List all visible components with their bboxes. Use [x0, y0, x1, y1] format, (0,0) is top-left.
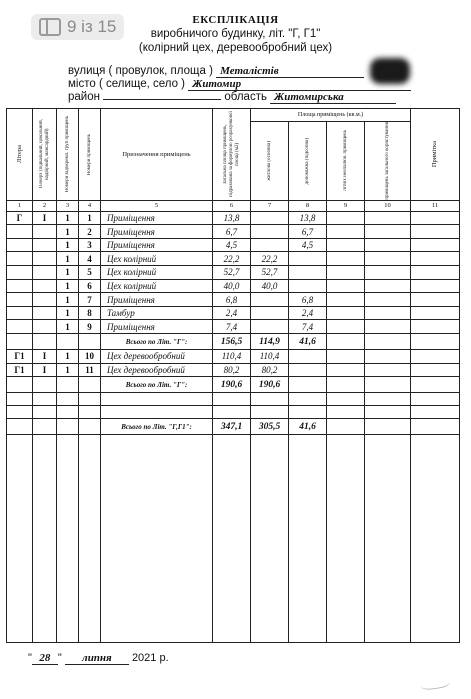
subtotal-row	[7, 419, 460, 435]
cell-empty	[57, 419, 79, 435]
cell-empty	[365, 266, 411, 280]
header-litera: Літера	[7, 109, 33, 201]
document-header	[0, 14, 471, 54]
cell-room: 4	[79, 252, 101, 266]
cell-main	[251, 320, 289, 334]
cell-room: 2	[79, 225, 101, 239]
subtotal-main: 190,6	[251, 377, 289, 393]
cell-floor: I	[33, 363, 57, 377]
cell-empty	[327, 238, 365, 252]
cell-litera	[7, 279, 33, 293]
header-area-group: Площа приміщень (кв.м.)	[251, 109, 411, 122]
cell-empty	[411, 334, 460, 350]
cell-aux: 4,5	[289, 238, 327, 252]
subtotal-label: Всього по Літ. "Г":	[101, 377, 213, 393]
cell-empty	[251, 435, 289, 643]
cell-empty	[33, 377, 57, 393]
header-floor: Поверх (підвальний, цокольний, надвірний, мансардний)	[33, 109, 57, 201]
cell-floor	[33, 306, 57, 320]
cell-room: 9	[79, 320, 101, 334]
cell-empty	[33, 435, 57, 643]
cell-empty	[79, 393, 101, 406]
date-line: " 28 " липня 2021 р.	[28, 652, 169, 664]
subtotal-total: 156,5	[213, 334, 251, 350]
cell-total: 52,7	[213, 266, 251, 280]
cell-empty	[57, 334, 79, 350]
subtotal-row	[7, 334, 460, 350]
cell-empty	[7, 435, 33, 643]
cell-empty	[411, 225, 460, 239]
header-living: житлова (основна)	[251, 122, 289, 201]
column-numbers-row	[7, 200, 460, 211]
cell-floor	[33, 225, 57, 239]
cell-floor: I	[33, 211, 57, 225]
cell-empty	[411, 435, 460, 643]
cell-empty	[327, 279, 365, 293]
cell-aux	[289, 363, 327, 377]
subtotal-label: Всього по Літ. "Г,Г1":	[101, 419, 213, 435]
document-subtitle: виробничого будинку, літ. "Г, Г1"	[150, 28, 321, 40]
table-row	[7, 306, 460, 320]
cell-aux: 6,8	[289, 293, 327, 307]
cell-room: 1	[79, 211, 101, 225]
signature-mark	[419, 674, 451, 691]
cell-purpose: Приміщення	[101, 238, 213, 252]
blank-row	[7, 435, 460, 643]
cell-empty	[327, 266, 365, 280]
cell-empty	[411, 238, 460, 252]
page-indicator-text: 9 із 15	[67, 17, 117, 36]
subtotal-total: 190,6	[213, 377, 251, 393]
district-label: район	[68, 91, 100, 103]
cell-purpose: Цех колірний	[101, 279, 213, 293]
cell-empty	[79, 419, 101, 435]
cell-empty	[327, 363, 365, 377]
subtotal-main: 114,9	[251, 334, 289, 350]
cell-litera	[7, 320, 33, 334]
cell-main: 110,4	[251, 350, 289, 364]
cell-empty	[7, 377, 33, 393]
cell-empty	[327, 377, 365, 393]
cell-empty	[327, 293, 365, 307]
cell-empty	[365, 225, 411, 239]
cell-floor	[33, 266, 57, 280]
cell-empty	[327, 393, 365, 406]
cell-empty	[411, 393, 460, 406]
column-number: 3	[57, 200, 79, 211]
cell-empty	[327, 320, 365, 334]
cell-main: 52,7	[251, 266, 289, 280]
cell-group: 1	[57, 225, 79, 239]
cell-floor: I	[33, 350, 57, 364]
cell-empty	[365, 419, 411, 435]
header-auxiliary: допоміжна (підсобна)	[289, 122, 327, 201]
cell-empty	[365, 238, 411, 252]
cell-empty	[365, 293, 411, 307]
cell-group: 1	[57, 363, 79, 377]
cell-empty	[33, 406, 57, 419]
cell-empty	[411, 211, 460, 225]
cell-floor	[33, 320, 57, 334]
region-value: Житомирська	[270, 91, 396, 104]
date-year: 2021 р.	[131, 652, 169, 664]
cell-empty	[327, 225, 365, 239]
table-row	[7, 350, 460, 364]
cell-aux	[289, 266, 327, 280]
cell-empty	[365, 211, 411, 225]
cell-purpose: Цех колірний	[101, 252, 213, 266]
cell-room: 3	[79, 238, 101, 252]
cell-litera	[7, 266, 33, 280]
header-group: Номери відокремл. груп приміщень	[57, 109, 79, 201]
cell-room: 11	[79, 363, 101, 377]
cell-purpose: Тамбур	[101, 306, 213, 320]
cell-group: 1	[57, 306, 79, 320]
cell-litera: Г1	[7, 350, 33, 364]
district-value	[103, 99, 221, 100]
cell-purpose: Приміщення	[101, 320, 213, 334]
date-month: липня	[65, 652, 129, 665]
cell-empty	[251, 393, 289, 406]
cell-empty	[365, 363, 411, 377]
cell-empty	[213, 393, 251, 406]
subtotal-aux: 41,6	[289, 419, 327, 435]
cell-empty	[101, 393, 213, 406]
cell-floor	[33, 252, 57, 266]
cell-main: 80,2	[251, 363, 289, 377]
cell-group: 1	[57, 266, 79, 280]
cell-empty	[33, 334, 57, 350]
cell-room: 7	[79, 293, 101, 307]
cell-purpose: Приміщення	[101, 293, 213, 307]
column-number: 2	[33, 200, 57, 211]
cell-empty	[365, 435, 411, 643]
cell-empty	[289, 393, 327, 406]
cell-empty	[327, 252, 365, 266]
cell-empty	[365, 320, 411, 334]
cell-empty	[33, 419, 57, 435]
street-label: вулиця ( провулок, площа )	[68, 65, 213, 77]
cell-empty	[411, 377, 460, 393]
header-total-area: Загальна площа приміщень, підрахована за формулою розрахункової площі (м2)	[213, 109, 251, 201]
subtotal-total: 347,1	[213, 419, 251, 435]
cell-room: 5	[79, 266, 101, 280]
cell-empty	[289, 435, 327, 643]
cell-empty	[411, 306, 460, 320]
header-note: Примітка	[411, 109, 460, 201]
cell-litera	[7, 238, 33, 252]
cell-empty	[411, 293, 460, 307]
cell-room: 8	[79, 306, 101, 320]
cell-purpose: Цех деревообробний	[101, 363, 213, 377]
blank-row	[7, 406, 460, 419]
street-line	[68, 65, 364, 78]
cell-litera	[7, 293, 33, 307]
cell-empty	[411, 419, 460, 435]
cell-empty	[79, 334, 101, 350]
cell-empty	[327, 406, 365, 419]
district-line	[68, 91, 396, 104]
cell-main	[251, 238, 289, 252]
cell-litera: Г	[7, 211, 33, 225]
explication-table	[6, 108, 460, 643]
column-number: 10	[365, 200, 411, 211]
cell-empty	[101, 406, 213, 419]
cell-purpose: Цех деревообробний	[101, 350, 213, 364]
cell-aux: 2,4	[289, 306, 327, 320]
cell-empty	[365, 334, 411, 350]
cell-floor	[33, 293, 57, 307]
table-row	[7, 211, 460, 225]
document-subtitle-2: (колірний цех, деревообробний цех)	[138, 42, 333, 54]
table-row	[7, 225, 460, 239]
column-number: 1	[7, 200, 33, 211]
city-value: Житомир	[188, 78, 411, 91]
cell-room: 6	[79, 279, 101, 293]
cell-empty	[327, 435, 365, 643]
cell-empty	[365, 279, 411, 293]
table-row	[7, 252, 460, 266]
cell-empty	[327, 334, 365, 350]
cell-empty	[327, 211, 365, 225]
street-value: Металістів	[216, 65, 364, 78]
table-row	[7, 238, 460, 252]
cell-empty	[327, 350, 365, 364]
cell-aux	[289, 350, 327, 364]
cell-litera: Г1	[7, 363, 33, 377]
cell-empty	[57, 393, 79, 406]
cell-empty	[327, 419, 365, 435]
cell-empty	[251, 406, 289, 419]
cell-aux: 7,4	[289, 320, 327, 334]
cell-empty	[411, 252, 460, 266]
table-row	[7, 293, 460, 307]
cell-empty	[365, 306, 411, 320]
cell-empty	[289, 406, 327, 419]
cell-group: 1	[57, 293, 79, 307]
column-number: 11	[411, 200, 460, 211]
column-number: 6	[213, 200, 251, 211]
cell-empty	[7, 393, 33, 406]
cell-empty	[57, 377, 79, 393]
cell-empty	[365, 252, 411, 266]
cell-empty	[101, 435, 213, 643]
cell-empty	[411, 363, 460, 377]
cell-empty	[411, 406, 460, 419]
header-purpose: Призначення приміщень	[101, 109, 213, 201]
cell-total: 110,4	[213, 350, 251, 364]
cell-empty	[79, 406, 101, 419]
header-common: приміщень загального користування	[365, 122, 411, 201]
cell-empty	[79, 377, 101, 393]
cell-empty	[365, 377, 411, 393]
cell-main: 22,2	[251, 252, 289, 266]
cell-main: 40,0	[251, 279, 289, 293]
city-label: місто ( селище, село )	[68, 78, 186, 90]
cell-empty	[365, 406, 411, 419]
cell-empty	[7, 419, 33, 435]
cell-total: 4,5	[213, 238, 251, 252]
city-line	[68, 78, 411, 91]
blank-row	[7, 393, 460, 406]
cell-empty	[213, 406, 251, 419]
column-number: 5	[101, 200, 213, 211]
subtotal-row	[7, 377, 460, 393]
cell-aux	[289, 252, 327, 266]
cell-group: 1	[57, 279, 79, 293]
document-title: ЕКСПЛІКАЦІЯ	[192, 14, 279, 26]
cell-empty	[79, 435, 101, 643]
table-row	[7, 279, 460, 293]
cell-main	[251, 306, 289, 320]
cell-empty	[327, 306, 365, 320]
table-row	[7, 266, 460, 280]
cell-group: 1	[57, 252, 79, 266]
cell-total: 40,0	[213, 279, 251, 293]
cell-total: 6,7	[213, 225, 251, 239]
cell-main	[251, 293, 289, 307]
date-day: 28	[32, 652, 58, 665]
column-number: 7	[251, 200, 289, 211]
cell-floor	[33, 279, 57, 293]
cell-empty	[7, 334, 33, 350]
cell-empty	[411, 320, 460, 334]
cell-empty	[411, 279, 460, 293]
subtotal-main: 305,5	[251, 419, 289, 435]
cell-litera	[7, 306, 33, 320]
cell-aux: 6,7	[289, 225, 327, 239]
subtotal-aux	[289, 377, 327, 393]
header-summer: літніх неопалюв. приміщень	[327, 122, 365, 201]
subtotal-aux: 41,6	[289, 334, 327, 350]
cell-purpose: Цех колірний	[101, 266, 213, 280]
cell-total: 6,8	[213, 293, 251, 307]
cell-main	[251, 225, 289, 239]
column-number: 8	[289, 200, 327, 211]
column-number: 9	[327, 200, 365, 211]
cell-empty	[365, 393, 411, 406]
column-number: 4	[79, 200, 101, 211]
cell-purpose: Приміщення	[101, 211, 213, 225]
cell-empty	[213, 435, 251, 643]
cell-empty	[57, 435, 79, 643]
cell-purpose: Приміщення	[101, 225, 213, 239]
cell-aux	[289, 279, 327, 293]
region-label: область	[224, 91, 267, 103]
cell-empty	[7, 406, 33, 419]
cell-group: 1	[57, 211, 79, 225]
cell-empty	[57, 406, 79, 419]
header-room: Номери приміщень	[79, 109, 101, 201]
cell-total: 2,4	[213, 306, 251, 320]
cell-litera	[7, 252, 33, 266]
cell-litera	[7, 225, 33, 239]
cell-empty	[33, 393, 57, 406]
cell-total: 13,8	[213, 211, 251, 225]
cell-group: 1	[57, 320, 79, 334]
cell-empty	[411, 350, 460, 364]
cell-group: 1	[57, 350, 79, 364]
cell-total: 22,2	[213, 252, 251, 266]
table-row	[7, 363, 460, 377]
cell-main	[251, 211, 289, 225]
cell-room: 10	[79, 350, 101, 364]
cell-empty	[365, 350, 411, 364]
cell-total: 80,2	[213, 363, 251, 377]
cell-empty	[411, 266, 460, 280]
cell-total: 7,4	[213, 320, 251, 334]
cell-aux: 13,8	[289, 211, 327, 225]
cell-floor	[33, 238, 57, 252]
cell-group: 1	[57, 238, 79, 252]
table-row	[7, 320, 460, 334]
subtotal-label: Всього по Літ. "Г":	[101, 334, 213, 350]
